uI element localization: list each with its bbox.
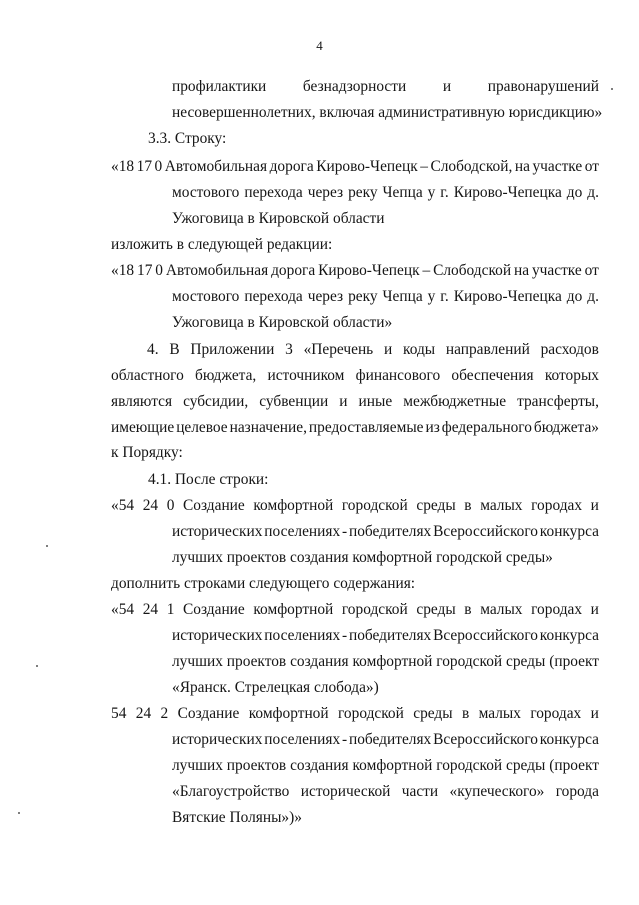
word: обеспечения xyxy=(451,367,534,384)
line-22 xyxy=(172,626,599,646)
word: являются xyxy=(111,393,173,410)
word: конкурса xyxy=(539,523,599,540)
word: В xyxy=(169,341,180,358)
word: среды xyxy=(413,705,453,722)
word: до xyxy=(566,184,583,201)
line-8 xyxy=(111,261,599,281)
word: назначение, xyxy=(229,419,307,436)
line-14 xyxy=(111,418,599,438)
word: среды xyxy=(506,757,546,774)
word: предоставляемые xyxy=(308,419,424,436)
word: 0 xyxy=(154,158,163,175)
scan-speck xyxy=(611,88,613,90)
word: от xyxy=(584,262,599,279)
word: трансферты, xyxy=(517,393,599,410)
word: 2 xyxy=(160,705,169,722)
word: городской xyxy=(436,653,503,670)
line-21 xyxy=(111,600,599,620)
word: городской xyxy=(341,497,408,514)
word: - xyxy=(342,627,348,644)
word: д. xyxy=(587,184,599,201)
word: «54 xyxy=(111,601,135,618)
word: областного xyxy=(111,367,184,384)
word: у xyxy=(427,288,436,305)
line-11 xyxy=(147,340,599,360)
word: поселениях xyxy=(264,523,341,540)
word: победителях xyxy=(348,523,432,540)
word: направлений xyxy=(445,341,530,358)
word: – xyxy=(422,262,431,279)
word: до xyxy=(566,288,583,305)
word: в xyxy=(461,705,470,722)
word: безнадзорности xyxy=(302,78,407,95)
line-1 xyxy=(172,77,599,97)
line-10: Ужоговица в Кировской области» xyxy=(172,314,393,331)
word: 4. xyxy=(147,341,159,358)
word: мостового xyxy=(172,184,240,201)
word: городской xyxy=(338,705,404,722)
word: – xyxy=(420,158,428,175)
word: конкурса xyxy=(539,731,599,748)
word: имеющие xyxy=(111,419,175,436)
word: 17 xyxy=(136,158,153,175)
word: Всероссийского xyxy=(433,523,538,540)
word: «Благоустройство xyxy=(172,783,290,800)
word: среды xyxy=(506,653,546,670)
word: проектов xyxy=(226,757,287,774)
word: участке xyxy=(531,262,582,279)
word: дорога xyxy=(269,158,314,175)
word: исторических xyxy=(172,731,263,748)
word: г. xyxy=(440,288,449,305)
word: г. xyxy=(440,184,449,201)
word: источником xyxy=(267,367,345,384)
word: и xyxy=(590,601,599,618)
word: городах xyxy=(531,497,583,514)
word: Слободской xyxy=(433,262,512,279)
word: Кирово-Чепецк xyxy=(316,158,418,175)
line-2: несовершеннолетних, включая административную юрисдикцию» xyxy=(172,104,603,121)
word: городах xyxy=(530,705,582,722)
word: 0 xyxy=(155,262,163,279)
word: 0 xyxy=(166,497,175,514)
word: Автомобильная xyxy=(165,262,269,279)
line-6: Ужоговица в Кировской области xyxy=(172,210,385,227)
word: создания xyxy=(290,757,349,774)
word: - xyxy=(342,523,348,540)
line-17 xyxy=(111,496,599,516)
line-20: дополнить строками следующего содержания: xyxy=(111,575,416,592)
word: федерального xyxy=(441,419,532,436)
word: 3 xyxy=(285,341,293,358)
line-24: «Яранск. Стрелецкая слобода») xyxy=(172,679,379,696)
word: Всероссийского xyxy=(433,731,538,748)
word: малых xyxy=(480,601,523,618)
word: среды xyxy=(416,601,456,618)
word: и xyxy=(442,78,452,95)
word: комфортной xyxy=(352,757,433,774)
word: Чепца xyxy=(382,288,423,305)
word: и xyxy=(339,393,348,410)
word: дорога xyxy=(271,262,316,279)
word: проектов xyxy=(226,653,287,670)
line-26 xyxy=(172,730,599,750)
word: бюджета, xyxy=(195,367,257,384)
word: 24 xyxy=(142,601,159,618)
word: малых xyxy=(478,705,521,722)
word: «Перечень xyxy=(303,341,374,358)
word: межбюджетные xyxy=(403,393,507,410)
word: «купеческого» xyxy=(449,783,545,800)
word: 24 xyxy=(135,705,152,722)
word: победителях xyxy=(348,731,432,748)
line-29: Вятские Поляны»)» xyxy=(172,809,302,826)
word: целевое xyxy=(176,419,228,436)
word: части xyxy=(401,783,439,800)
scan-speck xyxy=(36,665,38,667)
page-number: 4 xyxy=(316,38,323,53)
word: реку xyxy=(348,288,378,305)
word: которых xyxy=(544,367,599,384)
word: реку xyxy=(348,184,378,201)
word: Создание xyxy=(177,705,240,722)
word: комфортной xyxy=(248,705,329,722)
line-15: к Порядку: xyxy=(111,444,183,461)
word: от xyxy=(584,158,599,175)
word: комфортной xyxy=(253,497,334,514)
line-16: 4.1. После строки: xyxy=(148,471,269,488)
word: городах xyxy=(531,601,583,618)
word: комфортной xyxy=(352,653,433,670)
word: 17 xyxy=(137,262,153,279)
word: «54 xyxy=(111,497,135,514)
word: в xyxy=(464,601,472,618)
word: Всероссийского xyxy=(433,627,538,644)
line-18 xyxy=(172,522,599,542)
word: исторических xyxy=(172,523,263,540)
word: субсидии, xyxy=(183,393,249,410)
word: и xyxy=(590,705,599,722)
scan-speck xyxy=(18,812,20,814)
word: участке xyxy=(532,158,583,175)
word: Создание xyxy=(183,497,245,514)
word: 1 xyxy=(166,601,175,618)
word: исторических xyxy=(172,627,263,644)
word: субвенции xyxy=(259,393,329,410)
line-19: лучших проектов создания комфортной городской среды» xyxy=(172,549,553,566)
word: Автомобильная xyxy=(164,158,268,175)
word: конкурса xyxy=(539,627,599,644)
word: (проект xyxy=(549,757,599,774)
line-4 xyxy=(111,157,599,177)
line-23 xyxy=(172,652,599,672)
word: «18 xyxy=(111,158,135,175)
word: среды xyxy=(416,497,456,514)
word: лучших xyxy=(172,757,223,774)
word: из xyxy=(425,419,440,436)
word: Кирово-Чепецк xyxy=(318,262,420,279)
word: профилактики xyxy=(172,78,267,95)
line-3: 3.3. Строку: xyxy=(148,130,227,147)
word: правонарушений xyxy=(487,78,599,95)
word: исторической xyxy=(300,783,391,800)
line-28 xyxy=(172,782,599,802)
word: Чепца xyxy=(382,184,423,201)
word: через xyxy=(307,184,344,201)
word: бюджета» xyxy=(533,419,599,436)
word: - xyxy=(342,731,348,748)
word: лучших xyxy=(172,653,223,670)
word: д. xyxy=(587,288,599,305)
word: Кирово-Чепецка xyxy=(453,288,562,305)
word: финансового xyxy=(355,367,441,384)
word: малых xyxy=(480,497,523,514)
line-27 xyxy=(172,756,599,776)
word: мостового xyxy=(172,288,240,305)
word: и xyxy=(590,497,599,514)
word: городской xyxy=(341,601,408,618)
word: создания xyxy=(290,653,349,670)
word: комфортной xyxy=(253,601,334,618)
word: расходов xyxy=(540,341,599,358)
scan-speck xyxy=(46,545,48,547)
word: Приложении xyxy=(190,341,275,358)
word: 24 xyxy=(142,497,159,514)
word: перехода xyxy=(244,288,303,305)
word: (проект xyxy=(549,653,599,670)
word: в xyxy=(464,497,472,514)
line-12 xyxy=(111,366,599,386)
word: на xyxy=(514,262,530,279)
word: через xyxy=(307,288,344,305)
line-7: изложить в следующей редакции: xyxy=(111,236,333,253)
word: у xyxy=(427,184,436,201)
word: Кирово-Чепецка xyxy=(453,184,562,201)
line-13 xyxy=(111,392,599,412)
word: победителях xyxy=(348,627,432,644)
word: поселениях xyxy=(264,731,341,748)
word: «18 xyxy=(111,262,135,279)
word: 54 xyxy=(111,705,127,722)
word: Слободской, xyxy=(430,158,513,175)
word: Создание xyxy=(183,601,245,618)
word: и xyxy=(383,341,393,358)
word: перехода xyxy=(244,184,303,201)
line-9 xyxy=(172,287,599,307)
line-5 xyxy=(172,183,599,203)
word: иные xyxy=(358,393,393,410)
word: городской xyxy=(436,757,503,774)
word: коды xyxy=(403,341,436,358)
word: города xyxy=(555,783,599,800)
word: на xyxy=(514,158,530,175)
word: поселениях xyxy=(264,627,341,644)
line-25 xyxy=(111,704,599,724)
